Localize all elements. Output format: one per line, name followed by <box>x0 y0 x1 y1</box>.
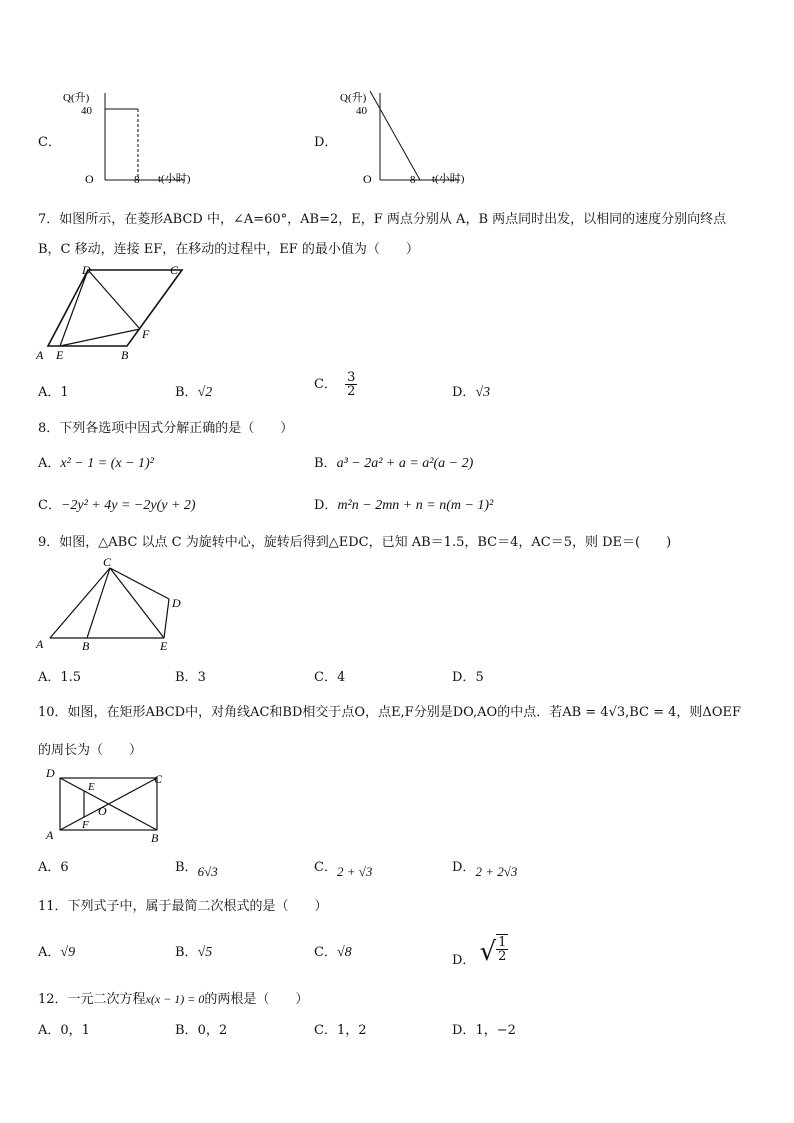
svg-text:F: F <box>82 819 89 831</box>
svg-text:F: F <box>142 327 150 341</box>
q6c-ytick: 40 <box>81 105 92 117</box>
svg-text:A: A <box>36 637 44 651</box>
q6c-xlabel: t(小时) <box>158 173 191 185</box>
q9-option-c[interactable]: C．4 <box>314 670 346 685</box>
q10-option-b[interactable]: B．6√3 <box>175 860 218 879</box>
q7-option-b[interactable]: B．√2 <box>175 385 213 400</box>
q9-stem: 9．如图，△ABC 以点 C 为旋转中心，旋转后得到△EDC，已知 AB＝1.5，BC＝4，AC＝5，则 DE＝( ) <box>38 535 672 550</box>
svg-text:D: D <box>172 596 181 610</box>
q8-option-a[interactable]: A．x² − 1 = (x − 1)² <box>38 456 154 471</box>
svg-text:A: A <box>36 348 44 362</box>
q6d-ylabel: Q(升) <box>340 92 367 104</box>
q7-stem-line2: B，C 移动，连接 EF，在移动的过程中，EF 的最小值为（ ） <box>38 242 419 257</box>
svg-text:C: C <box>154 772 163 786</box>
q11-option-d[interactable]: D． √ $\frac{1}{2}$ <box>452 935 507 968</box>
svg-text:A: A <box>46 828 54 842</box>
q6-option-d-label: D． <box>314 135 338 150</box>
q10-option-d[interactable]: D．2 + 2√3 <box>452 860 518 879</box>
q11-option-c[interactable]: C．√8 <box>314 945 352 960</box>
svg-text:D: D <box>82 263 91 277</box>
q9-option-a[interactable]: A．1.5 <box>38 670 82 685</box>
q11-option-a[interactable]: A．√9 <box>38 945 76 960</box>
q6d-origin: O <box>363 172 372 186</box>
q11-stem: 11．下列式子中，属于最简二次根式的是（ ） <box>38 899 328 914</box>
q6c-xtick: 8 <box>134 174 140 186</box>
q12-option-c[interactable]: C．1，2 <box>314 1023 367 1038</box>
q6d-xlabel: t(小时) <box>432 173 465 185</box>
q8-stem: 8．下列各选项中因式分解正确的是（ ） <box>38 421 294 436</box>
q8-option-b[interactable]: B．a³ − 2a² + a = a²(a − 2) <box>314 456 474 471</box>
svg-text:B: B <box>151 831 159 845</box>
q7-option-a[interactable]: A．1 <box>38 385 69 400</box>
svg-text:B: B <box>121 348 129 362</box>
q8-option-c[interactable]: C．−2y² + 4y = −2y(y + 2) <box>38 498 196 513</box>
q6c-ylabel: Q(升) <box>63 92 90 104</box>
svg-text:E: E <box>56 348 64 362</box>
q7-option-d[interactable]: D．√3 <box>452 385 491 400</box>
q10-stem-line2: 的周长为（ ） <box>38 743 143 758</box>
q8-option-d[interactable]: D．m²n − 2mn + n = n(m − 1)² <box>314 498 494 513</box>
q6-option-c-graph <box>55 85 205 190</box>
q7-option-c[interactable]: C． $\frac{3}{2}$ <box>314 370 356 399</box>
q12-stem: 12．一元二次方程x(x − 1) = 0的两根是（ ） <box>38 992 309 1007</box>
q7-stem-line1: 7．如图所示，在菱形ABCD 中，∠A=60°，AB=2，E，F 两点分别从 A，B 两点同时出发，以相同的速度分别向终点 <box>38 212 727 227</box>
svg-text:B: B <box>82 639 90 652</box>
q10-rectangle-figure <box>36 764 176 846</box>
svg-text:C: C <box>170 263 179 277</box>
q6-option-c-label: C． <box>38 135 61 150</box>
q10-stem-line1: 10．如图，在矩形ABCD中，对角线AC和BD相交于点O，点E,F分别是DO,AO的中点．若AB = 4√3,BC = 4，则ΔOEF <box>38 705 741 720</box>
q9-option-d[interactable]: D．5 <box>452 670 484 685</box>
svg-text:D: D <box>46 766 55 780</box>
svg-text:C: C <box>103 555 112 569</box>
q9-option-b[interactable]: B．3 <box>175 670 206 685</box>
q10-option-a[interactable]: A．6 <box>38 860 69 875</box>
q9-rotation-figure <box>32 552 197 652</box>
q11-option-b[interactable]: B．√5 <box>175 945 213 960</box>
svg-text:E: E <box>88 781 95 793</box>
q10-option-c[interactable]: C．2 + √3 <box>314 860 373 879</box>
q6d-xtick: 8 <box>410 174 416 186</box>
svg-text:O: O <box>98 804 107 818</box>
q12-option-d[interactable]: D．1，−2 <box>452 1023 516 1038</box>
q6c-origin: O <box>85 172 94 186</box>
q12-option-b[interactable]: B．0，2 <box>175 1023 228 1038</box>
q6-option-d-graph <box>330 85 480 190</box>
q12-option-a[interactable]: A．0，1 <box>38 1023 90 1038</box>
svg-text:E: E <box>160 639 168 652</box>
q7-rhombus-figure <box>32 262 202 362</box>
q6d-ytick: 40 <box>356 105 367 117</box>
